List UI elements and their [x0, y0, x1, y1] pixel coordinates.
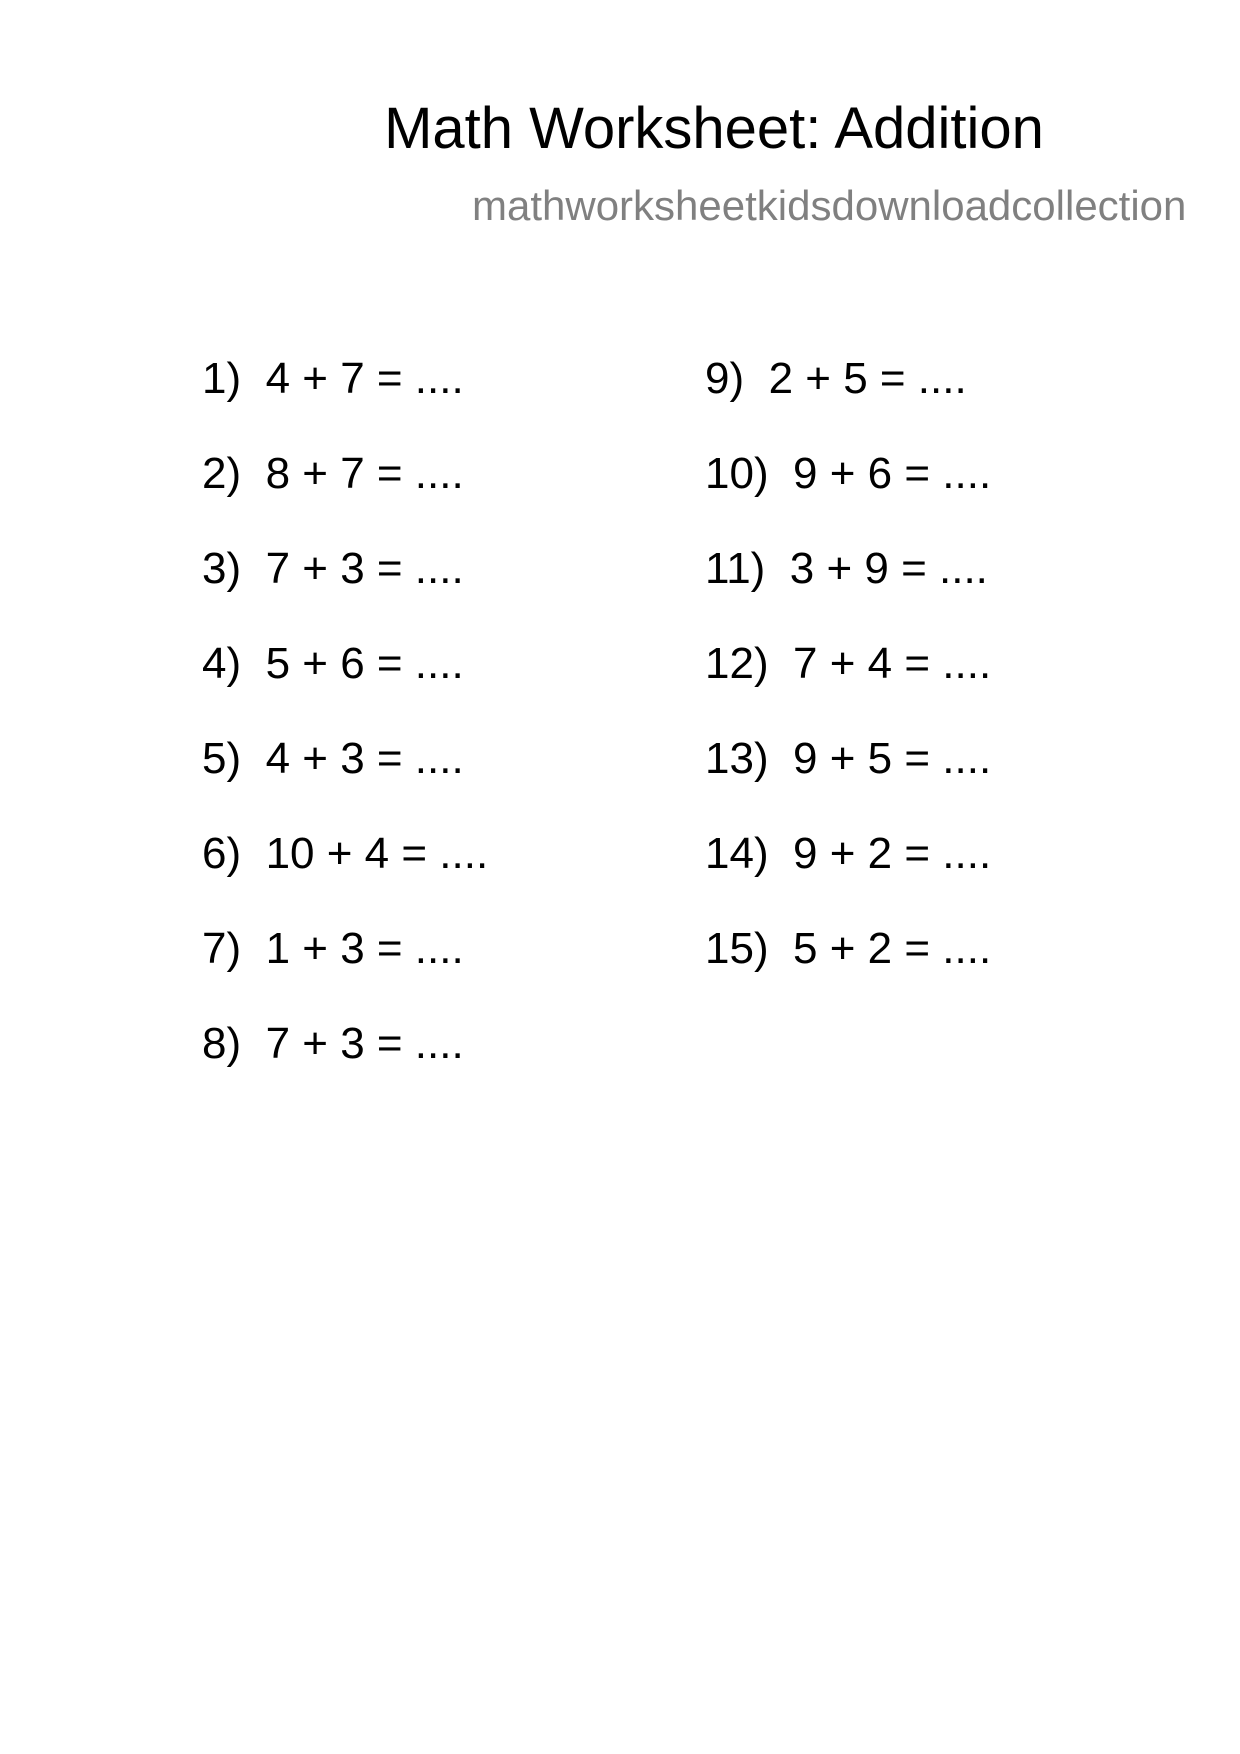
problem-item: 2) 8 + 7 = ....: [202, 449, 464, 498]
problem-item: 13) 9 + 5 = ....: [705, 734, 992, 783]
problem-list-left: [202, 352, 488, 1112]
problem-item: 1) 4 + 7 = ....: [202, 354, 464, 403]
problem-item: 5) 4 + 3 = ....: [202, 734, 464, 783]
problem-list-right: [705, 352, 991, 1017]
problem-item: 7) 1 + 3 = ....: [202, 924, 464, 973]
problem-item: 14) 9 + 2 = ....: [705, 829, 992, 878]
problem-item: 6) 10 + 4 = ....: [202, 829, 489, 878]
page-title: Math Worksheet: Addition: [384, 96, 1044, 161]
problem-item: 8) 7 + 3 = ....: [202, 1019, 464, 1068]
problem-item: 12) 7 + 4 = ....: [705, 639, 992, 688]
problem-item: 4) 5 + 6 = ....: [202, 639, 464, 688]
problem-item: 10) 9 + 6 = ....: [705, 449, 992, 498]
problem-item: 9) 2 + 5 = ....: [705, 354, 967, 403]
source-subtitle: mathworksheetkidsdownloadcollection: [472, 182, 1187, 229]
problem-item: 15) 5 + 2 = ....: [705, 924, 992, 973]
problem-item: 3) 7 + 3 = ....: [202, 544, 464, 593]
problem-item: 11) 3 + 9 = ....: [705, 544, 988, 593]
